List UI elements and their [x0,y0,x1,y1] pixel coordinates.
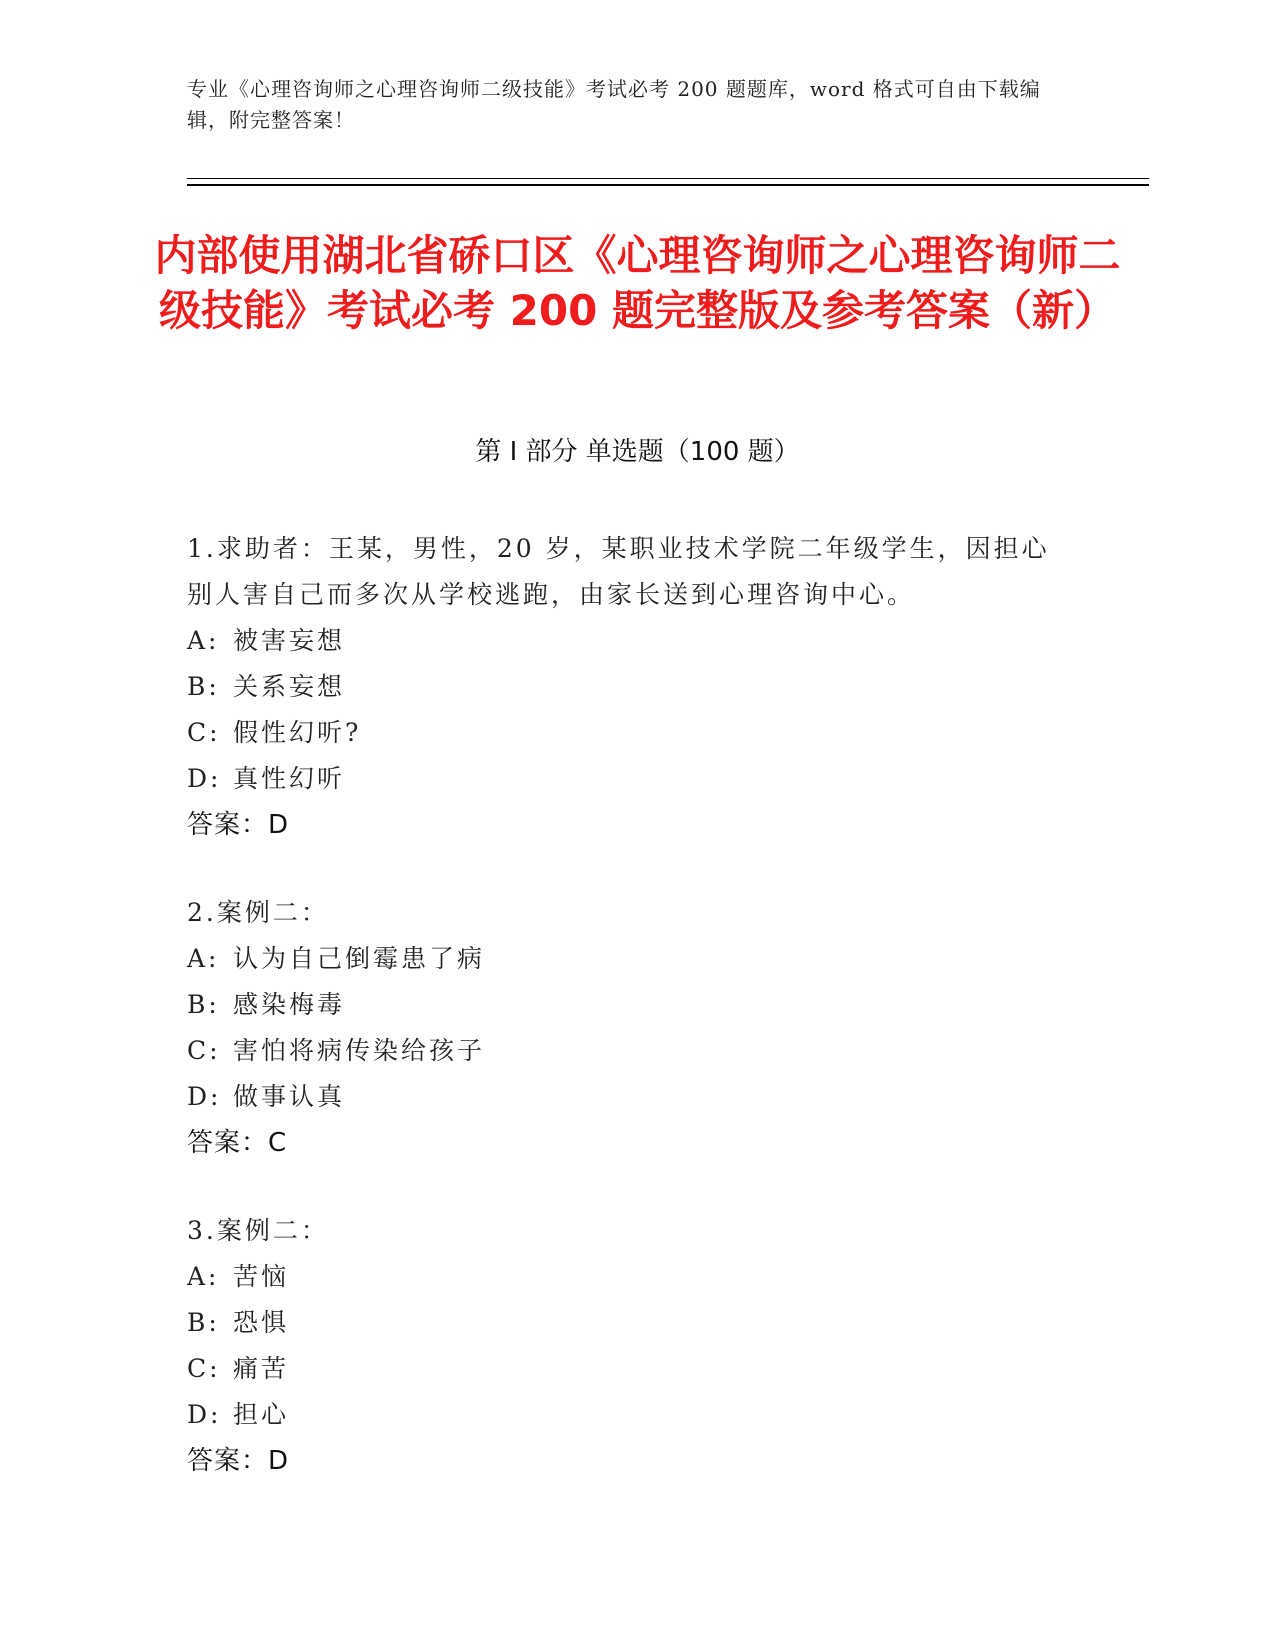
option-text: 假性幻听? [233,718,362,747]
header-divider-thin [187,178,1149,179]
option-b [187,982,1067,1028]
option-d [187,756,1067,802]
answer-line: 答案：C [187,1128,288,1158]
question-block [187,890,1067,1166]
option-text: 害怕将病传染给孩子 [233,1036,486,1065]
option-a [187,936,1067,982]
question-block [187,1208,1067,1484]
option-a [187,618,1067,664]
option-text: 苦恼 [233,1262,290,1291]
answer-line: 答案：D [187,810,290,840]
option-d [187,1074,1067,1120]
option-key: B: [187,672,220,701]
option-text: 痛苦 [233,1354,290,1383]
question-stem: 2.案例二： [187,898,329,927]
question-block [187,526,1067,848]
option-key: D: [187,764,222,793]
option-key: C: [187,718,221,747]
question-stem: 1.求助者：王某，男性，20 岁，某职业技术学院二年级学生，因担心别人害自己而多次从学校逃跑，由家长送到心理咨询中心。 [187,534,1050,609]
option-key: C: [187,1036,221,1065]
option-key: D: [187,1400,222,1429]
option-key: A: [187,944,220,973]
option-a [187,1254,1067,1300]
option-c [187,1028,1067,1074]
option-c [187,710,1067,756]
question-stem: 3.案例二： [187,1216,329,1245]
option-key: B: [187,990,220,1019]
option-text: 担心 [233,1400,290,1429]
option-text: 真性幻听 [233,764,346,793]
header-note: 专业《心理咨询师之心理咨询师二级技能》考试必考 200 题题库，word 格式可自由下载编辑，附完整答案！ [187,77,1041,132]
option-key: D: [187,1082,222,1111]
option-text: 关系妄想 [233,672,346,701]
document-title: 内部使用湖北省硚口区《心理咨询师之心理咨询师二级技能》考试必考 200 题完整版及参考答案（新） [154,231,1121,335]
option-key: B: [187,1308,220,1337]
answer-line: 答案：D [187,1446,290,1476]
option-text: 被害妄想 [233,626,346,655]
header-divider-thick [187,184,1149,186]
option-text: 认为自己倒霉患了病 [233,944,486,973]
section-heading: 第 I 部分 单选题（100 题） [475,437,800,467]
option-text: 感染梅毒 [233,990,346,1019]
option-b [187,664,1067,710]
option-key: A: [187,1262,220,1291]
option-key: C: [187,1354,221,1383]
option-text: 恐惧 [233,1308,290,1337]
option-c [187,1346,1067,1392]
option-b [187,1300,1067,1346]
option-text: 做事认真 [233,1082,346,1111]
option-d [187,1392,1067,1438]
option-key: A: [187,626,220,655]
